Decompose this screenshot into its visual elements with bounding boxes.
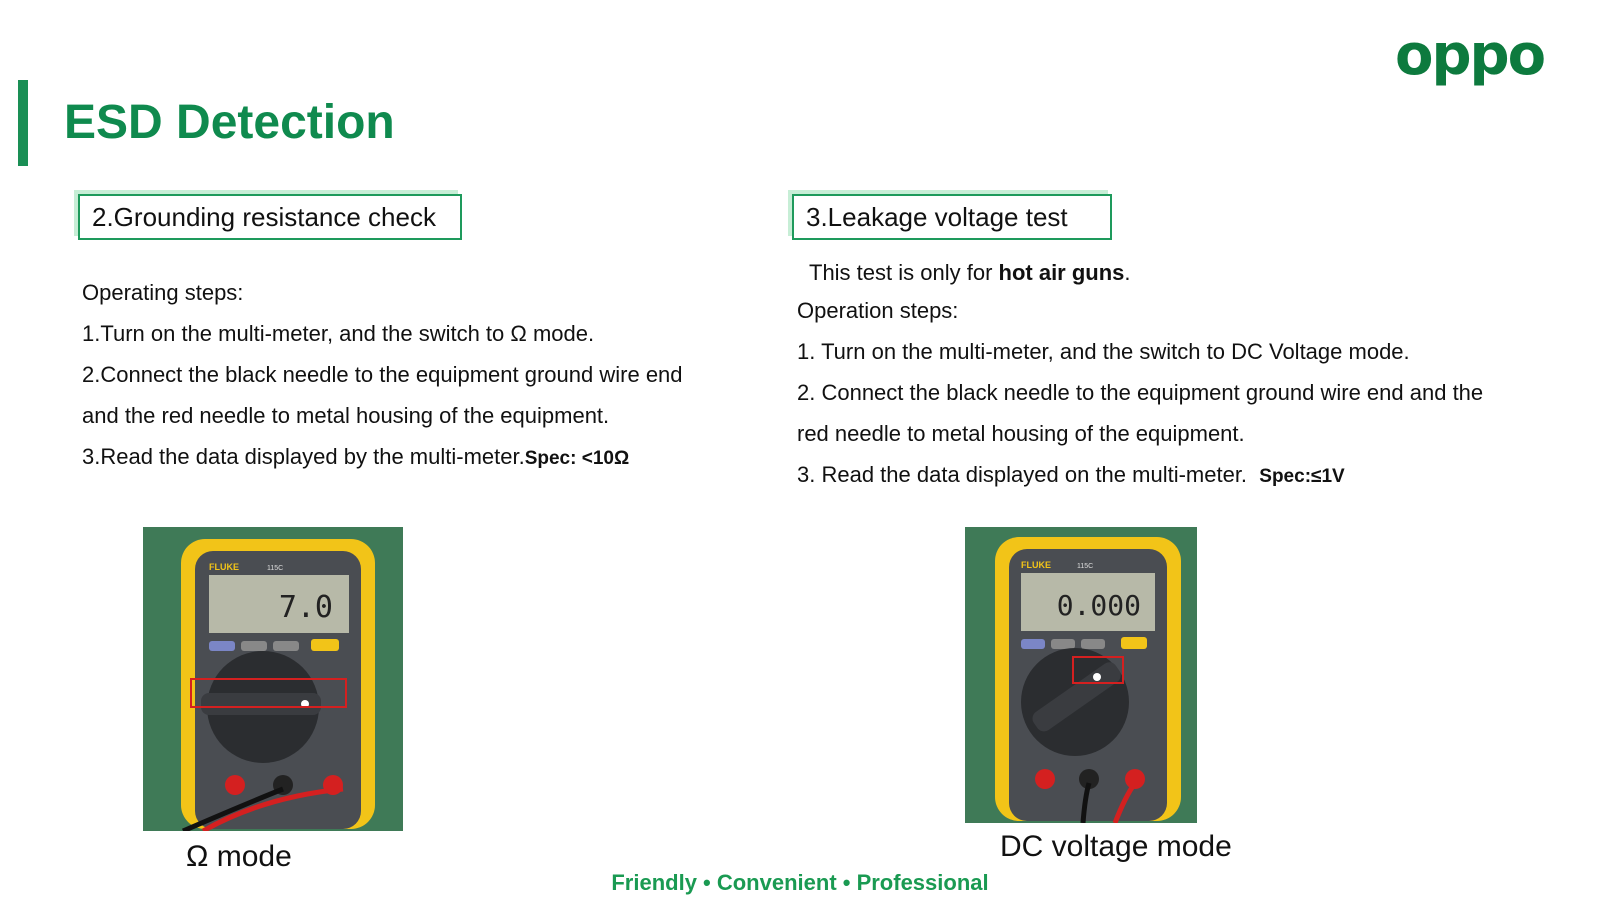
grounding-step-2-line-2: and the red needle to metal housing of the equipment. bbox=[82, 403, 610, 428]
leakage-step-2-line-1: 2. Connect the black needle to the equipment ground wire end and the bbox=[797, 380, 1484, 405]
page-title: ESD Detection bbox=[64, 96, 395, 149]
title-accent-bar bbox=[18, 80, 28, 166]
meter-brand-text: FLUKE bbox=[209, 562, 239, 572]
grounding-steps-label: Operating steps: bbox=[82, 280, 244, 305]
leakage-steps bbox=[797, 256, 1577, 497]
leakage-step-3 bbox=[797, 454, 1577, 497]
leakage-steps-label: Operation steps: bbox=[797, 298, 959, 323]
grounding-step-1: 1.Turn on the multi-meter, and the switch to Ω mode. bbox=[82, 321, 595, 346]
section-heading-grounding: 2.Grounding resistance check bbox=[78, 194, 462, 240]
leakage-spec: Spec:≤1V bbox=[1259, 466, 1345, 487]
leakage-step-1: 1. Turn on the multi-meter, and the switch to DC Voltage mode. bbox=[797, 339, 1410, 364]
meter-model-text: 115C bbox=[1077, 563, 1094, 570]
section-heading-leakage: 3.Leakage voltage test bbox=[792, 194, 1112, 240]
grounding-step-2-line-1: 2.Connect the black needle to the equipment ground wire end bbox=[82, 362, 683, 387]
leakage-intro bbox=[797, 256, 1577, 290]
caption-ohm-mode: Ω mode bbox=[186, 840, 292, 873]
meter-display-value: 7.0 bbox=[278, 590, 333, 625]
multimeter-photo-dc bbox=[965, 527, 1197, 823]
meter-brand-text: FLUKE bbox=[1021, 560, 1051, 570]
leakage-step-2-line-2: red needle to metal housing of the equipment. bbox=[797, 421, 1245, 446]
leakage-intro-suffix: . bbox=[1124, 260, 1131, 285]
leakage-intro-bold: hot air guns bbox=[998, 260, 1125, 285]
multimeter-photo-ohm bbox=[143, 527, 403, 831]
meter-display-value: 0.000 bbox=[1056, 589, 1141, 622]
grounding-step-3-text: 3.Read the data displayed by the multi-meter. bbox=[82, 444, 525, 469]
leakage-intro-prefix: This test is only for bbox=[809, 260, 999, 285]
footer-tagline: Friendly • Convenient • Professional bbox=[611, 870, 989, 895]
oppo-logo: oppo bbox=[1395, 23, 1545, 88]
grounding-step-3 bbox=[82, 436, 762, 479]
meter-model-text: 115C bbox=[267, 565, 284, 572]
grounding-steps bbox=[82, 272, 762, 479]
caption-dc-voltage-mode: DC voltage mode bbox=[1000, 830, 1232, 863]
leakage-step-3-text: 3. Read the data displayed on the multi-meter. bbox=[797, 462, 1248, 487]
grounding-spec: Spec: <10Ω bbox=[524, 448, 630, 469]
